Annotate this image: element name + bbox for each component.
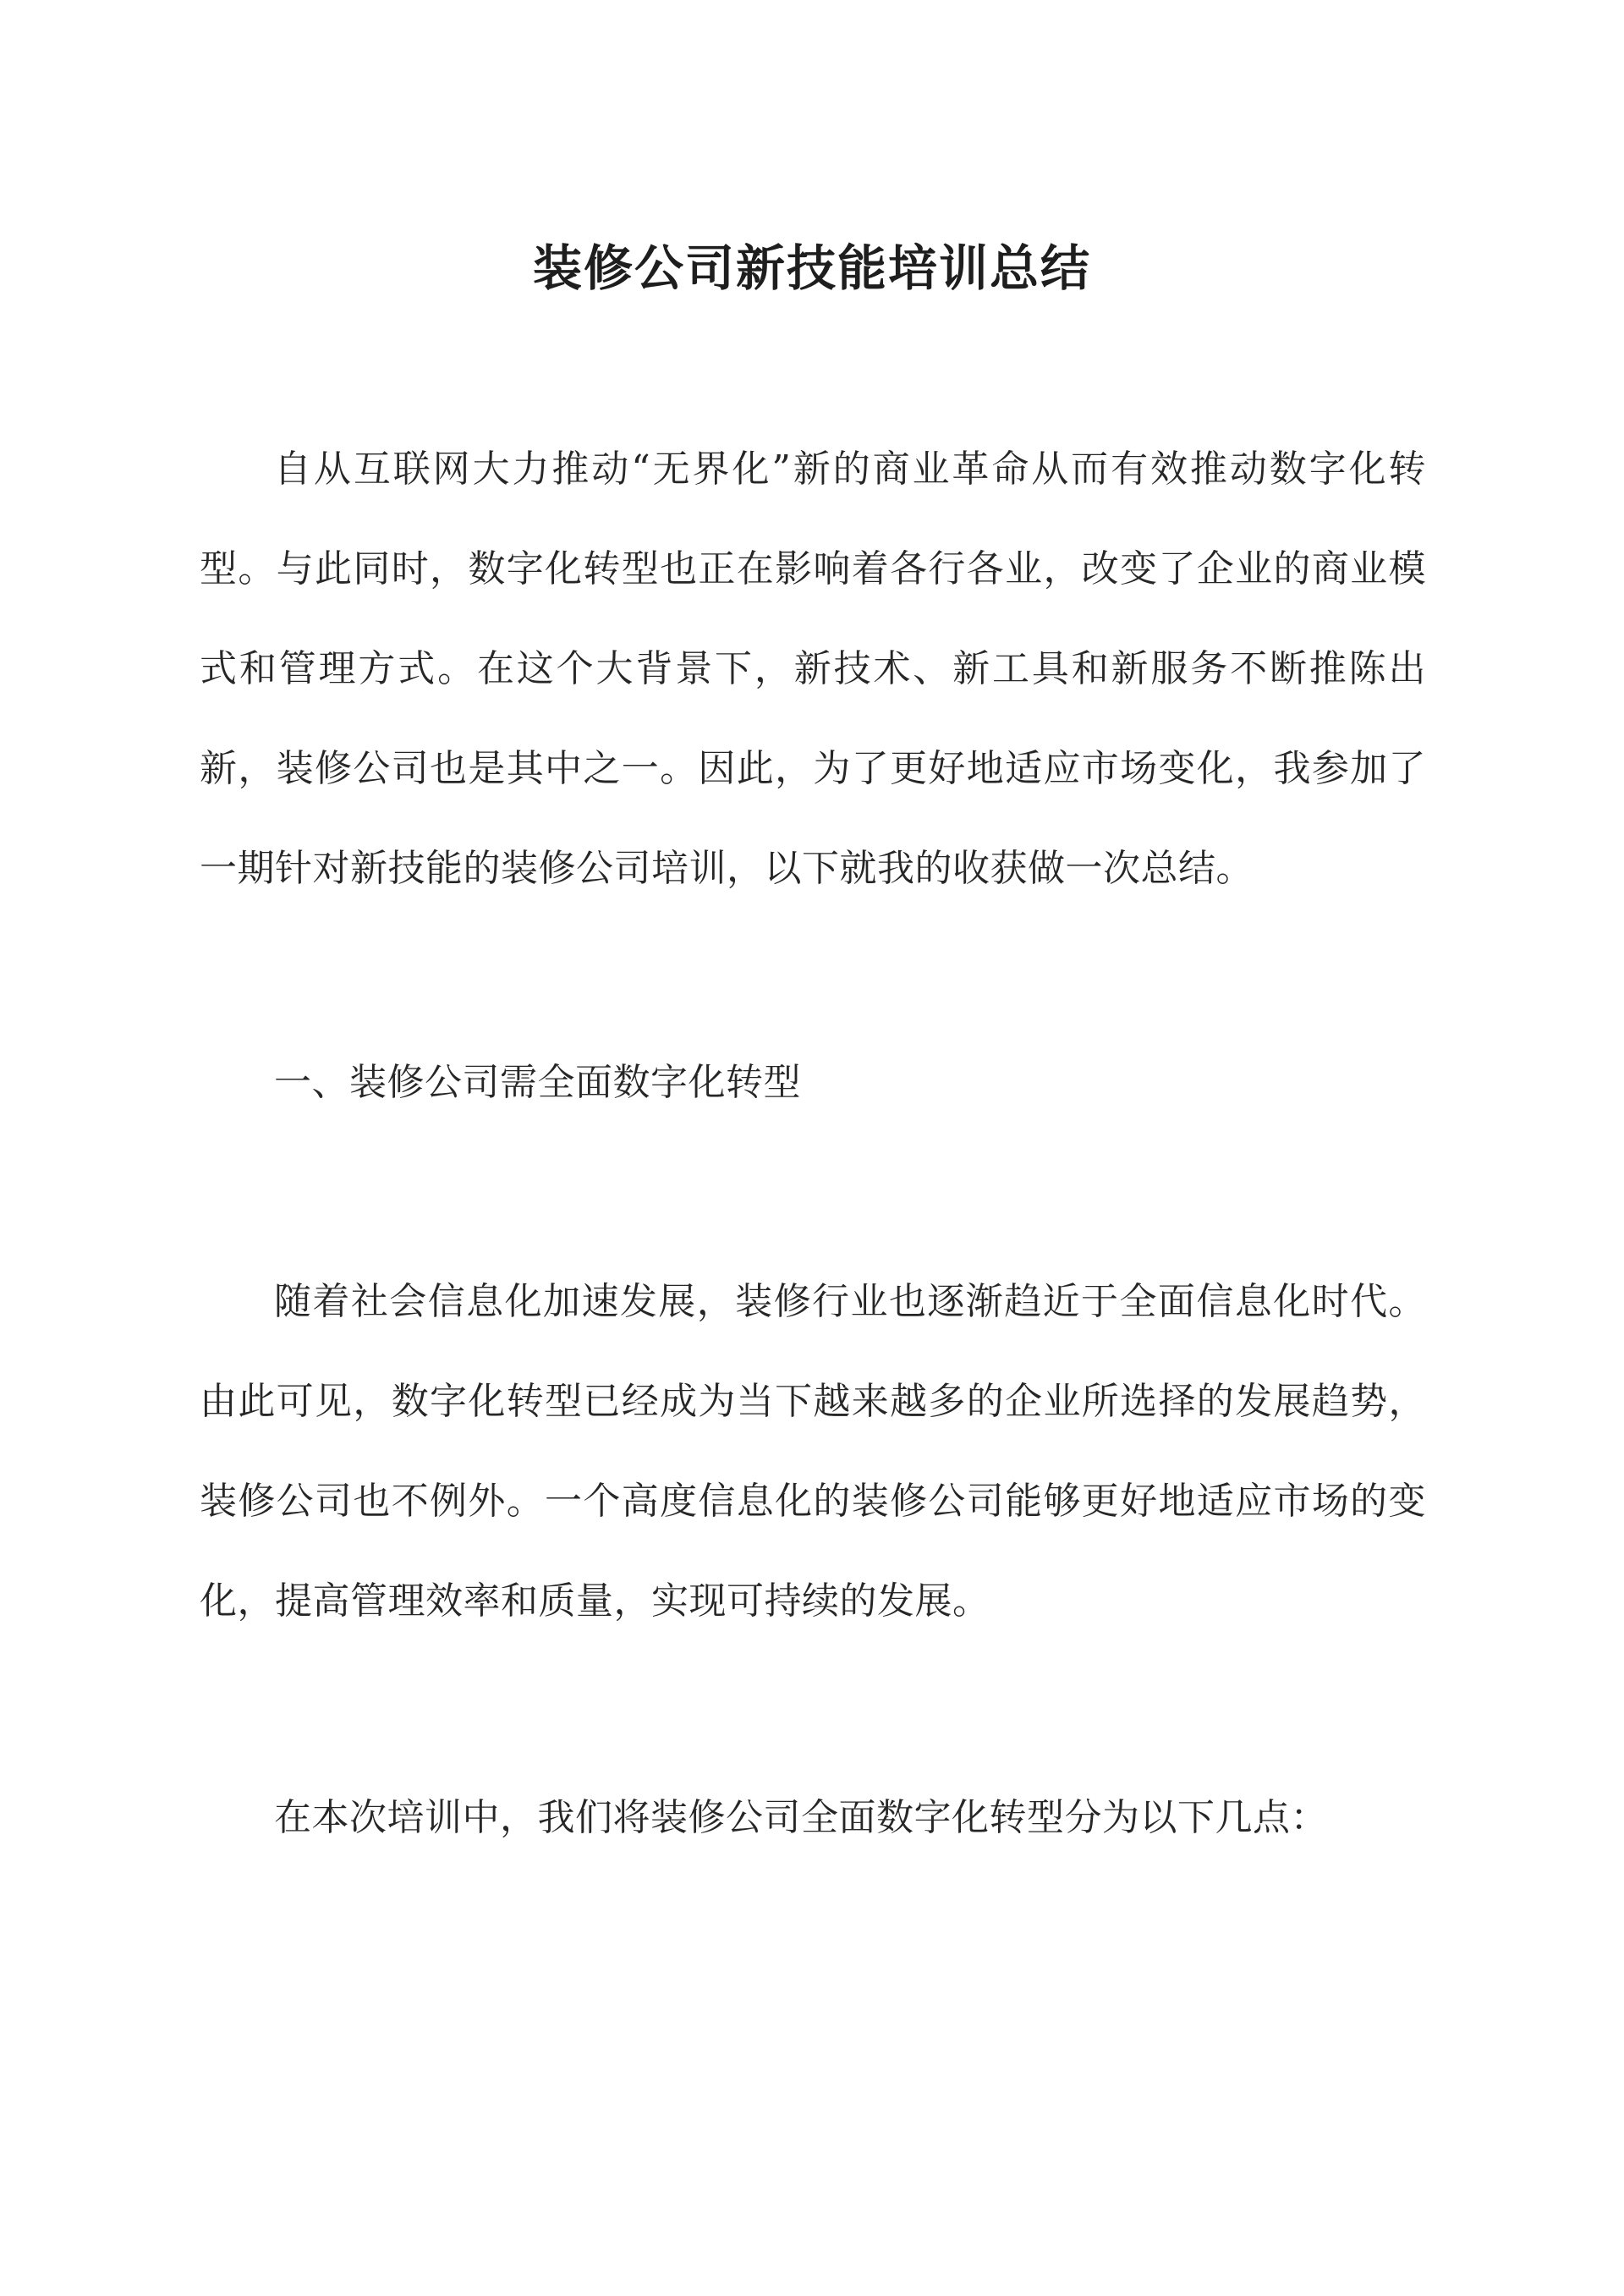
list-intro-paragraph: 在本次培训中，我们将装修公司全面数字化转型分为以下几点： <box>274 1796 1328 1839</box>
intro-paragraph: 自从互联网大力推动“无界化”新的商业革命从而有效推动数字化转型。与此同时，数字化转型也正在影响着各行各业，改变了企业的商业模式和管理方式。在这个大背景下，新技术、新工具和新服务不断推陈出新，装修公司也是其中之一。因此，为了更好地适应市场变化，我参加了一期针对新技能的装修公司培训，以下就我的收获做一次总结。 <box>200 448 1426 890</box>
document-title: 装修公司新技能培训总结 <box>532 239 1091 297</box>
section-heading: 一、装修公司需全面数字化转型 <box>274 1061 801 1104</box>
section-body-paragraph: 随着社会信息化加速发展，装修行业也逐渐趋近于全面信息化时代。由此可见，数字化转型已经成为当下越来越多的企业所选择的发展趋势，装修公司也不例外。一个高度信息化的装修公司能够更好地适应市场的变化，提高管理效率和质量，实现可持续的发展。 <box>200 1280 1426 1623</box>
